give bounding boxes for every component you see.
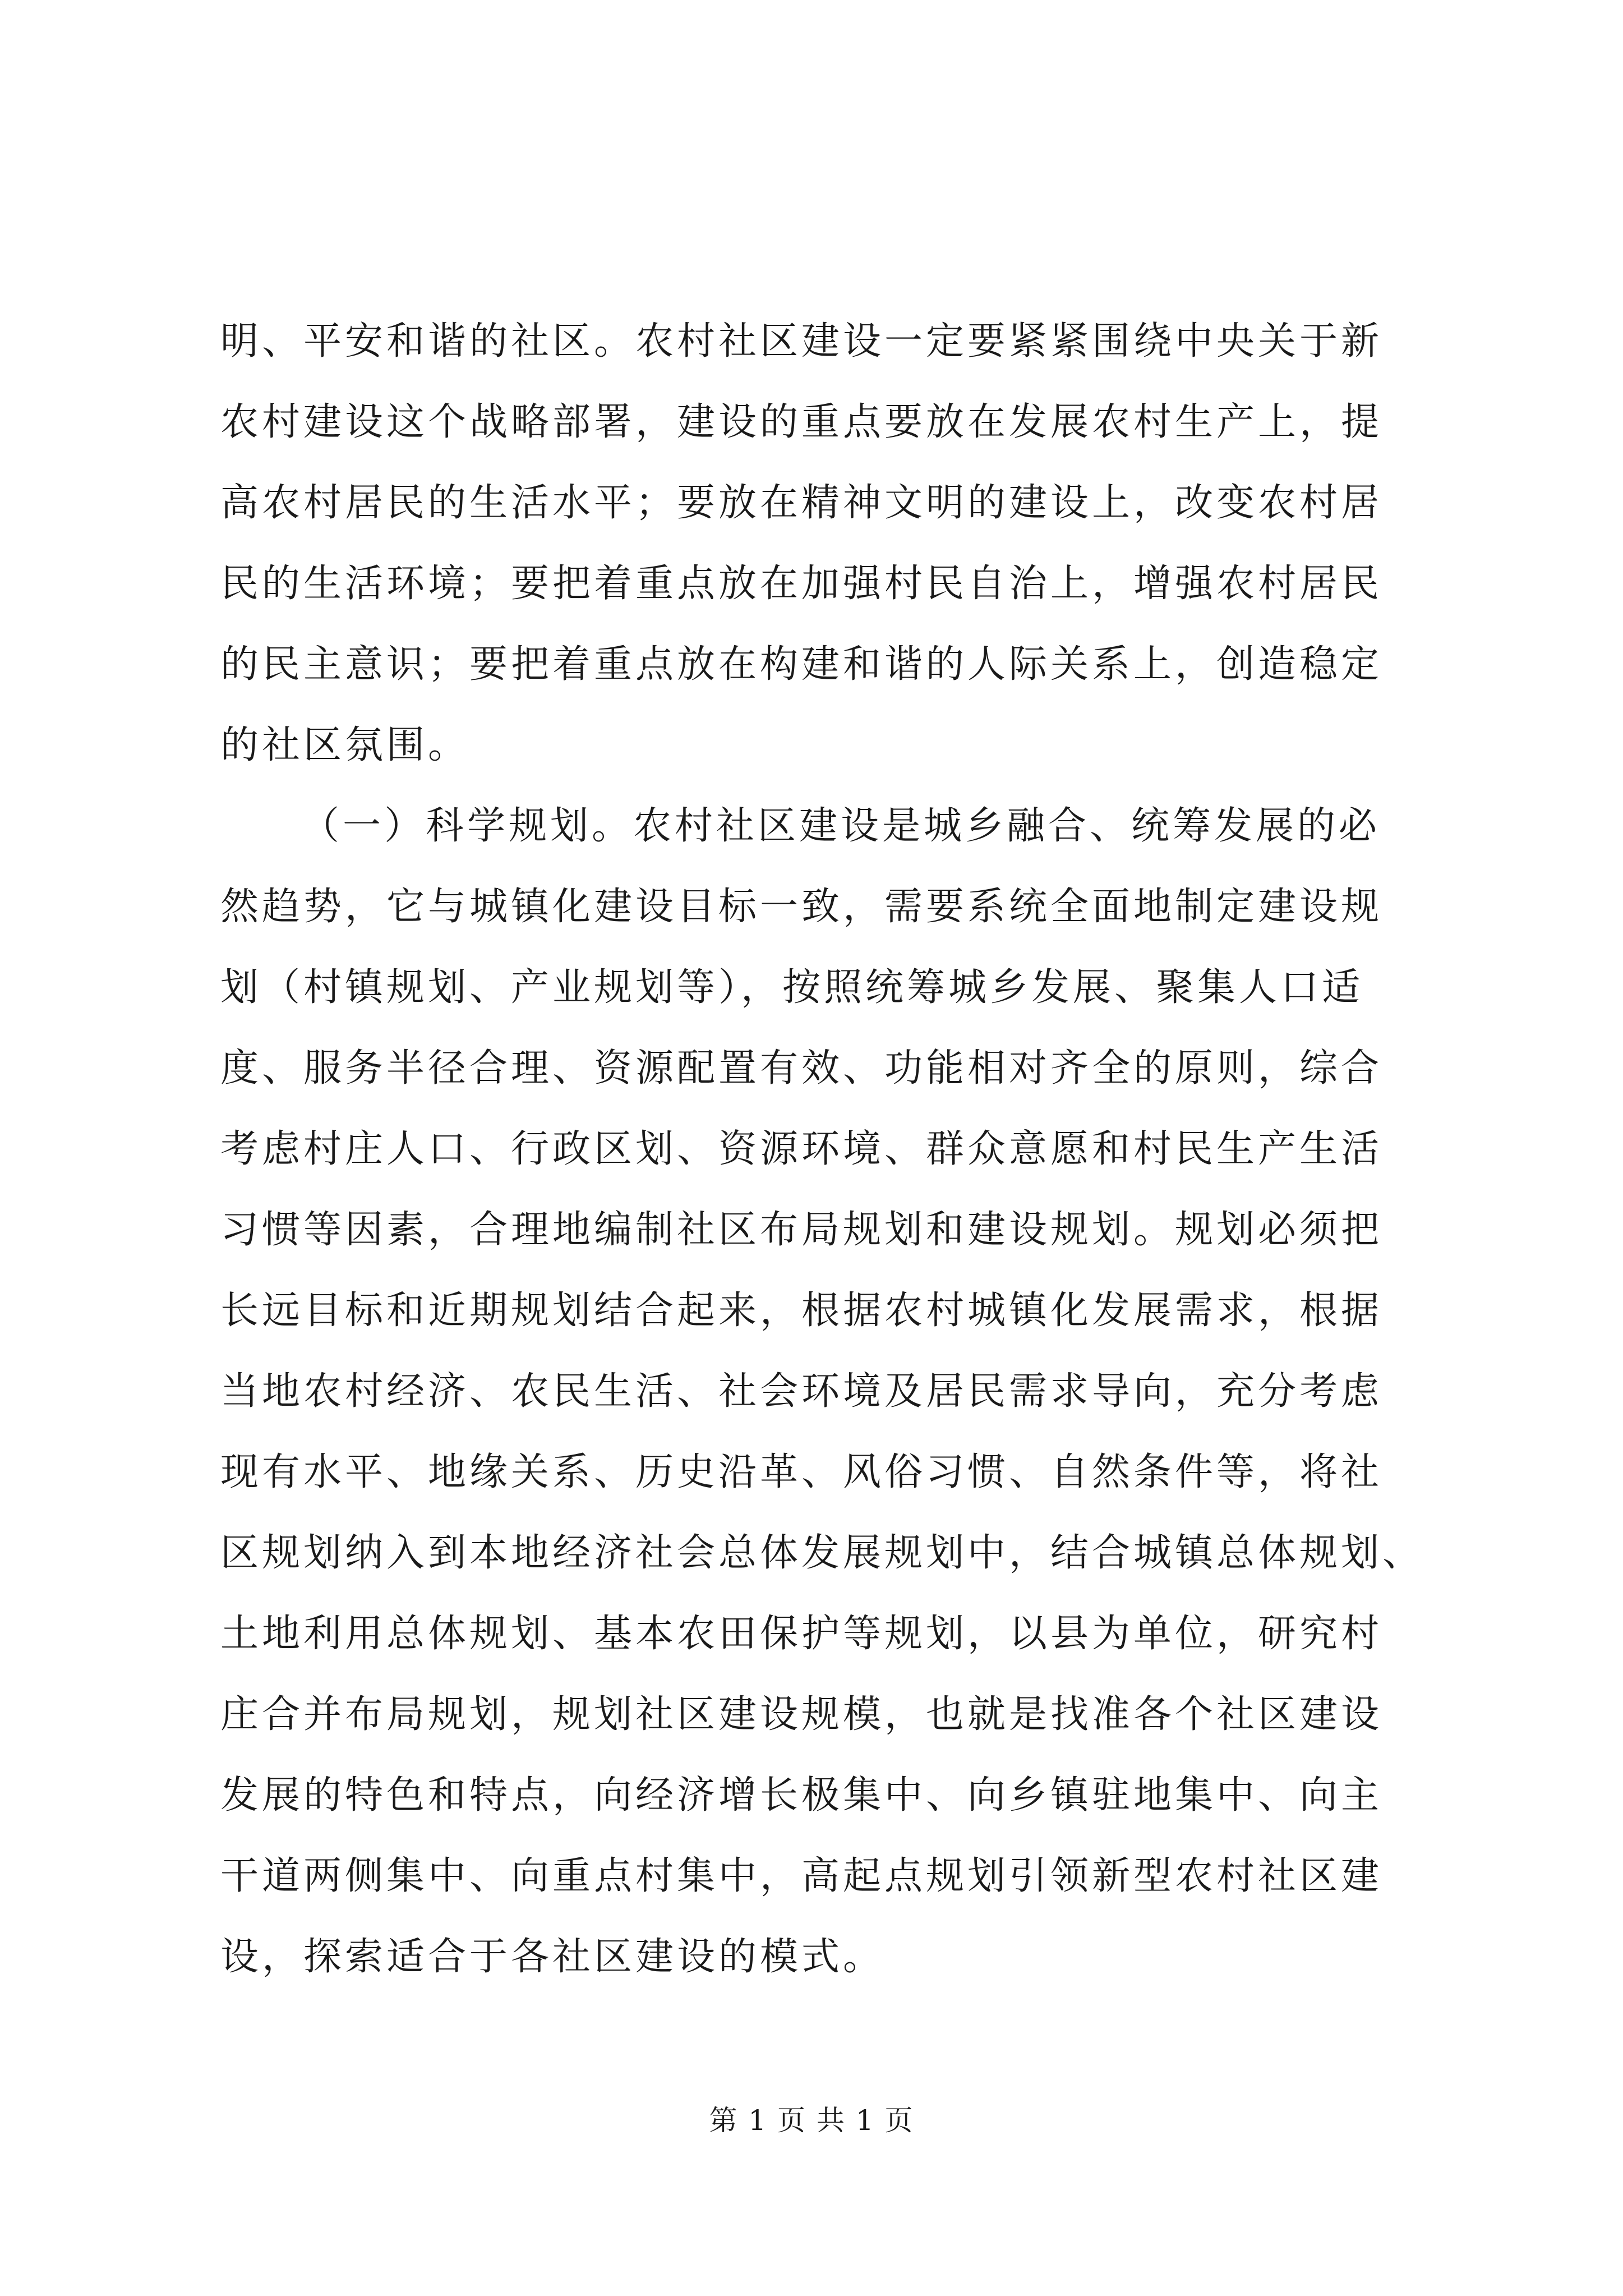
text-line: 设，探索适合于各社区建设的模式。 — [220, 1935, 885, 1979]
text-line: 当地农村经济、农民生活、社会环境及居民需求导向，充分考虑 — [220, 1369, 1383, 1414]
text-line: 农村建设这个战略部署，建设的重点要放在发展农村生产上，提 — [220, 400, 1383, 444]
text-line: 干道两侧集中、向重点村集中，高起点规划引领新型农村社区建 — [220, 1854, 1383, 1898]
text-line: 划（村镇规划、产业规划等），按照统筹城乡发展、聚集人口适 — [220, 965, 1364, 1010]
text-line: 习惯等因素，合理地编制社区布局规划和建设规划。规划必须把 — [220, 1208, 1383, 1252]
text-line: 民的生活环境；要把着重点放在加强村民自治上，增强农村居民 — [220, 562, 1383, 606]
text-line: 高农村居民的生活水平；要放在精神文明的建设上，改变农村居 — [220, 481, 1383, 525]
page-number-footer: 第 1 页 共 1 页 — [709, 2104, 914, 2137]
text-line: 庄合并布局规划，规划社区建设规模，也就是找准各个社区建设 — [220, 1692, 1383, 1737]
text-line: 的民主意识；要把着重点放在构建和谐的人际关系上，创造稳定 — [220, 642, 1383, 687]
text-line: 然趋势，它与城镇化建设目标一致，需要系统全面地制定建设规 — [220, 885, 1383, 929]
text-line: 区规划纳入到本地经济社会总体发展规划中，结合城镇总体规划、 — [220, 1531, 1424, 1575]
text-line: （一）科学规划。农村社区建设是城乡融合、统筹发展的必 — [301, 804, 1381, 848]
text-line: 发展的特色和特点，向经济增长极集中、向乡镇驻地集中、向主 — [220, 1773, 1383, 1818]
text-line: 长远目标和近期规划结合起来，根据农村城镇化发展需求，根据 — [220, 1289, 1383, 1333]
text-line: 考虑村庄人口、行政区划、资源环境、群众意愿和村民生产生活 — [220, 1127, 1383, 1171]
text-line: 度、服务半径合理、资源配置有效、功能相对齐全的原则，综合 — [220, 1046, 1383, 1091]
text-line: 明、平安和谐的社区。农村社区建设一定要紧紧围绕中央关于新 — [220, 319, 1383, 364]
text-line: 现有水平、地缘关系、历史沿革、风俗习惯、自然条件等，将社 — [220, 1450, 1383, 1494]
text-line: 土地利用总体规划、基本农田保护等规划，以县为单位，研究村 — [220, 1612, 1383, 1656]
text-line: 的社区氛围。 — [220, 723, 470, 767]
